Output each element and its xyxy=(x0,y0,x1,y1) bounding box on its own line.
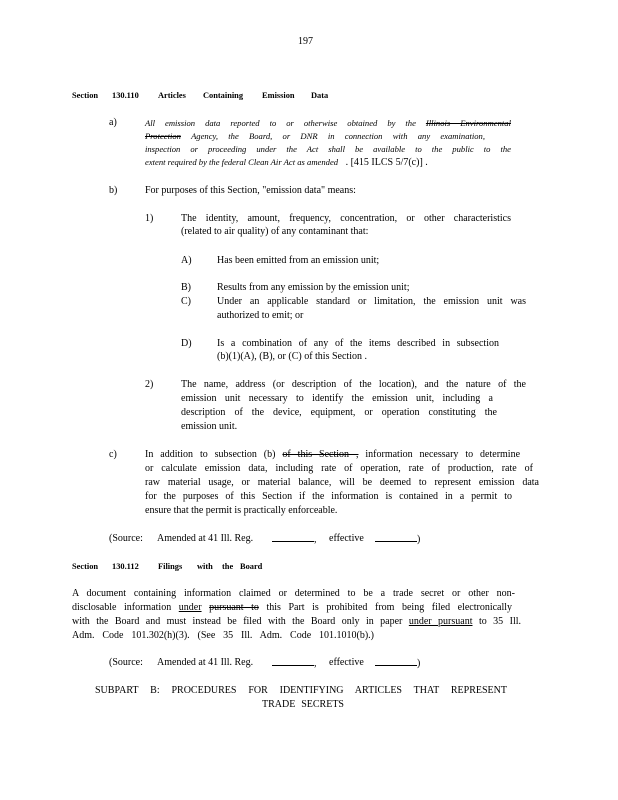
text-line: Protection Agency, the Board, or DNR in connection with any examination, xyxy=(145,131,486,141)
heading-word: the xyxy=(222,562,234,571)
text-line: A document containing information claimed or determined to be a trade secret or other non- xyxy=(72,588,515,599)
item-label: A) xyxy=(181,255,192,266)
item-label: D) xyxy=(181,338,192,349)
source-effective: effective xyxy=(329,657,364,668)
register-blank: , xyxy=(272,533,317,546)
heading-word: Filings xyxy=(158,562,183,571)
inserted-text: under pursuant xyxy=(408,616,473,627)
register-blank: , xyxy=(272,657,317,670)
source-amended: Amended at 41 Ill. Reg. xyxy=(157,533,254,544)
subpart-subtitle: TRADE SECRETS xyxy=(262,699,344,710)
item-label: 1) xyxy=(145,213,154,224)
text-line: ensure that the permit is practically enforceable. xyxy=(145,505,338,516)
text-line: The identity, amount, frequency, concentration, or other characteristics xyxy=(181,213,511,224)
text-line: emission unit necessary to identify the emission unit, including a xyxy=(181,393,493,404)
text-line: Has been emitted from an emission unit; xyxy=(217,255,380,266)
item-label: b) xyxy=(109,185,118,196)
item-label: a) xyxy=(109,117,117,128)
text-line: Results from any emission by the emission unit; xyxy=(217,282,410,293)
source-effective: effective xyxy=(329,533,364,544)
text-line: extent required by the federal Clean Air Act as amended . [415 ILCS 5/7(c)] . xyxy=(145,157,428,168)
text-line: For purposes of this Section, "emission data" means: xyxy=(145,185,356,196)
heading-word: Containing xyxy=(203,91,244,100)
text-line: (related to air quality) of any contaminant that: xyxy=(181,226,369,237)
text-line: In addition to subsection (b) of this Section , information necessary to determine xyxy=(145,449,521,460)
text-line: inspection or proceeding under the Act shall be available to the public to the xyxy=(145,144,511,154)
item-label: c) xyxy=(109,449,117,460)
text-line: authorized to emit; or xyxy=(217,310,304,321)
text-line: disclosable information under pursuant to this Part is prohibited from being filed electronically xyxy=(72,602,513,613)
item-label: 2) xyxy=(145,379,154,390)
text-line: All emission data reported to or otherwise obtained by the Illinois Environmental xyxy=(145,118,511,128)
item-label: B) xyxy=(181,282,191,293)
subpart-title: SUBPART B: PROCEDURES FOR IDENTIFYING ARTICLES THAT REPRESENT xyxy=(95,685,507,696)
heading-word: Articles xyxy=(158,91,186,100)
section-label: Section xyxy=(72,91,99,100)
text-line: Adm. Code 101.302(h)(3). (See 35 Ill. Adm. Code 101.1010(b).) xyxy=(72,630,374,641)
source-label: (Source: xyxy=(109,657,143,668)
page-number: 197 xyxy=(298,36,313,47)
effective-blank: ) xyxy=(375,657,420,670)
text-line: Is a combination of any of the items described in subsection xyxy=(217,338,499,349)
text-line: (b)(1)(A), (B), or (C) of this Section . xyxy=(217,351,367,362)
text-line: or calculate emission data, including rate of operation, rate of production, rate of xyxy=(145,463,533,474)
inserted-text: under xyxy=(178,602,202,613)
section-number: 130.110 xyxy=(112,91,139,100)
heading-word: Board xyxy=(240,562,263,571)
section-number: 130.112 xyxy=(112,562,139,571)
item-label: C) xyxy=(181,296,191,307)
struck-text: pursuant to xyxy=(209,602,259,613)
text-line: with the Board and must instead be filed with the Board only in paper under pursuant to 35 Ill. xyxy=(72,616,522,627)
heading-word: with xyxy=(197,562,213,571)
section-label: Section xyxy=(72,562,99,571)
struck-text: Illinois Environmental xyxy=(425,118,511,128)
text-line: The name, address (or description of the location), and the nature of the xyxy=(181,379,526,390)
source-label: (Source: xyxy=(109,533,143,544)
effective-blank: ) xyxy=(375,533,420,546)
text-line: description of the device, equipment, or operation constituting the xyxy=(181,407,497,418)
source-amended: Amended at 41 Ill. Reg. xyxy=(157,657,254,668)
text-line: for the purposes of this Section if the information is contained in a permit to xyxy=(145,491,512,502)
text-line: raw material usage, or material balance, will be deemed to represent emission data xyxy=(145,477,539,488)
heading-word: Data xyxy=(311,91,329,100)
text-line: Under an applicable standard or limitation, the emission unit was xyxy=(217,296,526,307)
heading-word: Emission xyxy=(262,91,295,100)
struck-text: Protection xyxy=(145,131,181,141)
statute-citation: . [415 ILCS 5/7(c)] . xyxy=(345,157,428,168)
text-line: emission unit. xyxy=(181,421,238,432)
struck-text: of this Section , xyxy=(282,449,359,460)
